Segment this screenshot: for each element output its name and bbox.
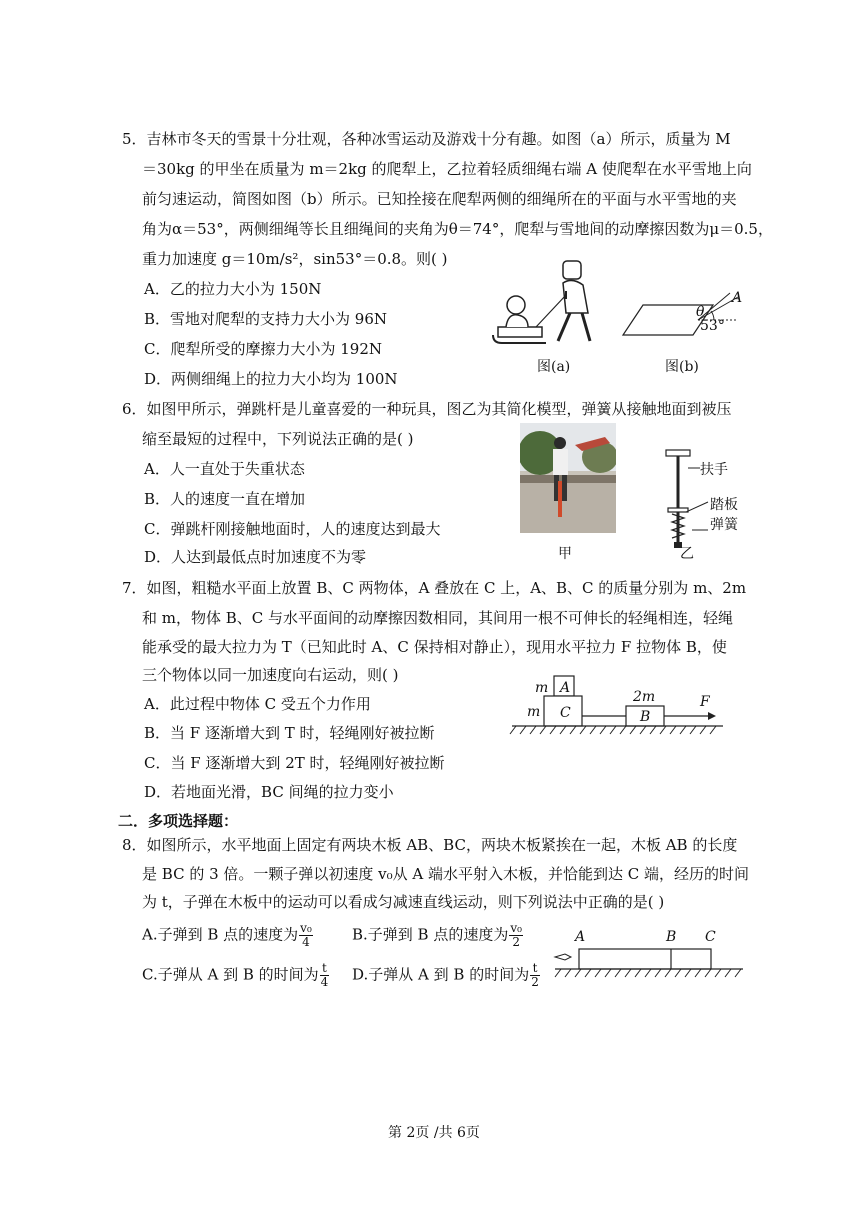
- q7-fig-mass-b: 2m: [633, 689, 656, 705]
- q6-label-pedal: 踏板: [710, 497, 738, 513]
- q8-fig-point-a: A: [575, 929, 586, 945]
- q6-figure-yi-label: 乙: [680, 546, 694, 562]
- q7-fig-force: F: [700, 694, 710, 710]
- q8-option-d: D.子弹从 A 到 B 的时间为 $\frac{t}{2}$: [352, 961, 539, 989]
- q5-figure-b-angle: 53°: [700, 318, 725, 334]
- section-2-title: 二．多项选择题：: [118, 812, 239, 830]
- q8-line-1: 8．如图所示，水平地面上固定有两块木板 AB、BC，两块木板紧挨在一起，木板 AB 的长度: [122, 836, 738, 854]
- q6-option-a: A．人一直处于失重状态: [144, 460, 305, 478]
- q7-line-2: 和 m，物体 B、C 与水平面间的动摩擦因数相同，其间用一根不可伸长的轻绳相连，轻绳: [142, 609, 734, 627]
- q5-option-a: A．乙的拉力大小为 150N: [144, 280, 322, 298]
- q8-line-2: 是 BC 的 3 倍。一颗子弹以初速度 v₀从 A 端水平射入木板，并恰能到达 C 端，经历的时间: [142, 865, 750, 883]
- q6-label-spring: 弹簧: [710, 517, 738, 533]
- q7-option-c: C．当 F 逐渐增大到 2T 时，轻绳刚好被拉断: [144, 754, 445, 772]
- q7-line-3: 能承受的最大拉力为 T（已知此时 A、C 保持相对静止），现用水平拉力 F 拉物体 B，使: [142, 638, 727, 656]
- q5-figure-a-label: 图(a): [537, 359, 571, 375]
- q8-option-c: C.子弹从 A 到 B 的时间为 $\frac{t}{4}$: [142, 961, 329, 989]
- q5-option-b: B．雪地对爬犁的支持力大小为 96N: [144, 310, 388, 328]
- q5-figure-b-point-a: A: [732, 290, 743, 306]
- q6-line-2: 缩至最短的过程中，下列说法正确的是( ): [142, 430, 414, 448]
- q6-label-handle: 扶手: [700, 462, 728, 478]
- q8-option-b: B.子弹到 B 点的速度为 $\frac{\text{v₀}}{2}$: [352, 921, 522, 949]
- q7-line-4: 三个物体以同一加速度向右运动，则( ): [142, 666, 399, 684]
- q7-fig-block-a: A: [560, 680, 571, 696]
- q6-line-1: 6．如图甲所示，弹跳杆是儿童喜爱的一种玩具，图乙为其简化模型，弹簧从接触地面到被压: [122, 400, 732, 418]
- q5-line-5: 重力加速度 g＝10m/s²，sin53°＝0.8。则( ): [142, 250, 448, 268]
- q5-figure-a: [488, 255, 608, 350]
- q8-fig-point-b: B: [666, 929, 677, 945]
- q7-option-a: A．此过程中物体 C 受五个力作用: [144, 695, 371, 713]
- q8-line-3: 为 t，子弹在木板中的运动可以看成匀减速直线运动，则下列说法中正确的是( ): [142, 893, 665, 911]
- q5-figure-b: [618, 285, 748, 345]
- q8-option-a: A.子弹到 B 点的速度为 $\frac{\text{v₀}}{4}$: [142, 921, 312, 949]
- q5-line-2: ＝30kg 的甲坐在质量为 m＝2kg 的爬犁上，乙拉着轻质细绳右端 A 使爬犁在水平雪地上向: [142, 160, 752, 178]
- q6-photo-jia: [520, 423, 616, 533]
- q7-line-1: 7．如图，粗糙水平面上放置 B、C 两物体，A 叠放在 C 上，A、B、C 的质量分别为 m、2m: [122, 579, 747, 597]
- q5-line-3: 前匀速运动，简图如图（b）所示。已知拴接在爬犁两侧的细绳所在的平面与水平雪地的夹: [142, 190, 737, 208]
- q5-figure-b-label: 图(b): [665, 359, 699, 375]
- q7-fig-mass-c: m: [527, 704, 541, 720]
- q6-option-c: C．弹跳杆刚接触地面时，人的速度达到最大: [144, 520, 441, 538]
- q6-label-leaders: [686, 450, 716, 540]
- q8-figure: [553, 945, 748, 980]
- q6-option-b: B．人的速度一直在增加: [144, 490, 306, 508]
- q8-fig-point-c: C: [705, 929, 716, 945]
- q5-option-c: C．爬犁所受的摩擦力大小为 192N: [144, 340, 383, 358]
- q7-option-b: B．当 F 逐渐增大到 T 时，轻绳刚好被拉断: [144, 724, 435, 742]
- q5-line-4: 角为α＝53°，两侧细绳等长且细绳间的夹角为θ＝74°，爬犁与雪地间的动摩擦因数为μ＝0.5，: [142, 220, 773, 238]
- page-footer: 第 2页 /共 6页: [388, 1125, 480, 1141]
- q6-figure-jia-label: 甲: [558, 546, 572, 562]
- q7-fig-block-c: C: [560, 705, 571, 721]
- q7-fig-mass-a: m: [535, 680, 549, 696]
- q7-option-d: D．若地面光滑，BC 间绳的拉力变小: [144, 783, 394, 801]
- q7-fig-block-b: B: [640, 709, 651, 725]
- q5-option-d: D．两侧细绳上的拉力大小均为 100N: [144, 370, 398, 388]
- q5-figure-b-theta: θ: [696, 304, 705, 320]
- q6-option-d: D．人达到最低点时加速度不为零: [144, 548, 367, 566]
- q5-line-1: 5．吉林市冬天的雪景十分壮观，各种冰雪运动及游戏十分有趣。如图（a）所示，质量为 M: [122, 130, 731, 148]
